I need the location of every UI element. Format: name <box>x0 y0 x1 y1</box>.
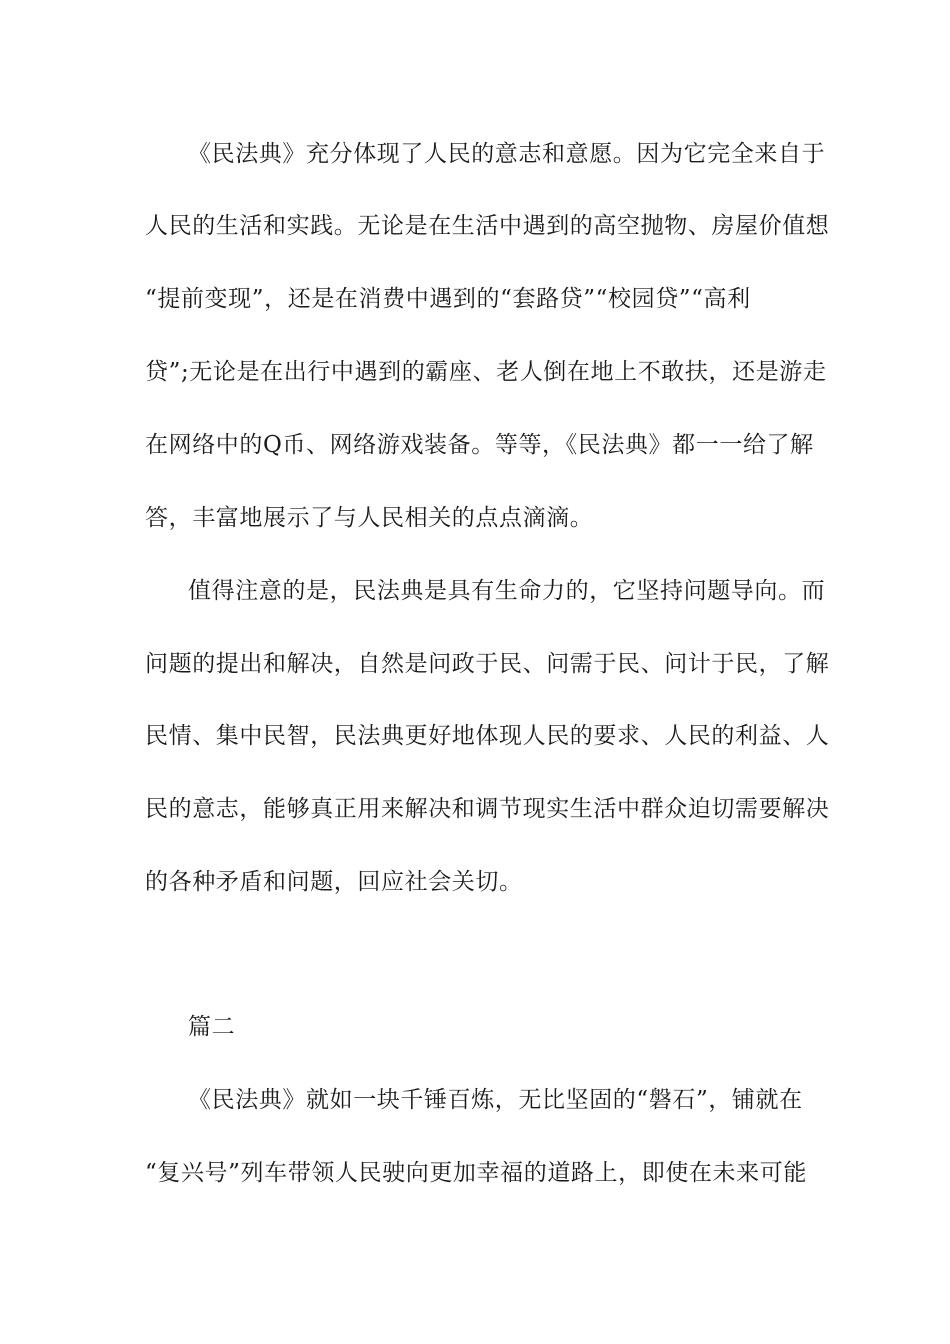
text-line: “提前变现”，还是在消费中遇到的“套路贷”“校园贷”“高利 <box>145 286 751 312</box>
section-heading: 篇二 <box>188 1014 236 1040</box>
text-line: 答，丰富地展示了与人民相关的点点滴滴。 <box>145 505 594 531</box>
text-line: “复兴号”列车带领人民驶向更加幸福的道路上，即使在未来可能 <box>145 1160 807 1186</box>
text-line: 民情、集中民智，民法典更好地体现人民的要求、人民的利益、人 <box>145 723 830 749</box>
text-line: 人民的生活和实践。无论是在生活中遇到的高空抛物、房屋价值想 <box>145 213 830 239</box>
text-line: 《民法典》就如一块千锤百炼，无比坚固的“磐石”，铺就在 <box>188 1087 803 1113</box>
text-line: 在网络中的Q币、网络游戏装备。等等，《民法典》都一一给了解 <box>145 432 814 458</box>
text-line: 的各种矛盾和问题，回应社会关切。 <box>145 869 523 895</box>
text-line: 值得注意的是，民法典是具有生命力的，它坚持问题导向。而 <box>188 578 826 604</box>
text-line: 《民法典》充分体现了人民的意志和意愿。因为它完全来自于 <box>188 141 826 167</box>
text-line: 民的意志，能够真正用来解决和调节现实生活中群众迫切需要解决 <box>145 796 830 822</box>
text-line: 贷”;无论是在出行中遇到的霸座、老人倒在地上不敢扶，还是游走 <box>145 359 827 385</box>
text-line: 问题的提出和解决，自然是问政于民、问需于民、问计于民，了解 <box>145 651 830 677</box>
